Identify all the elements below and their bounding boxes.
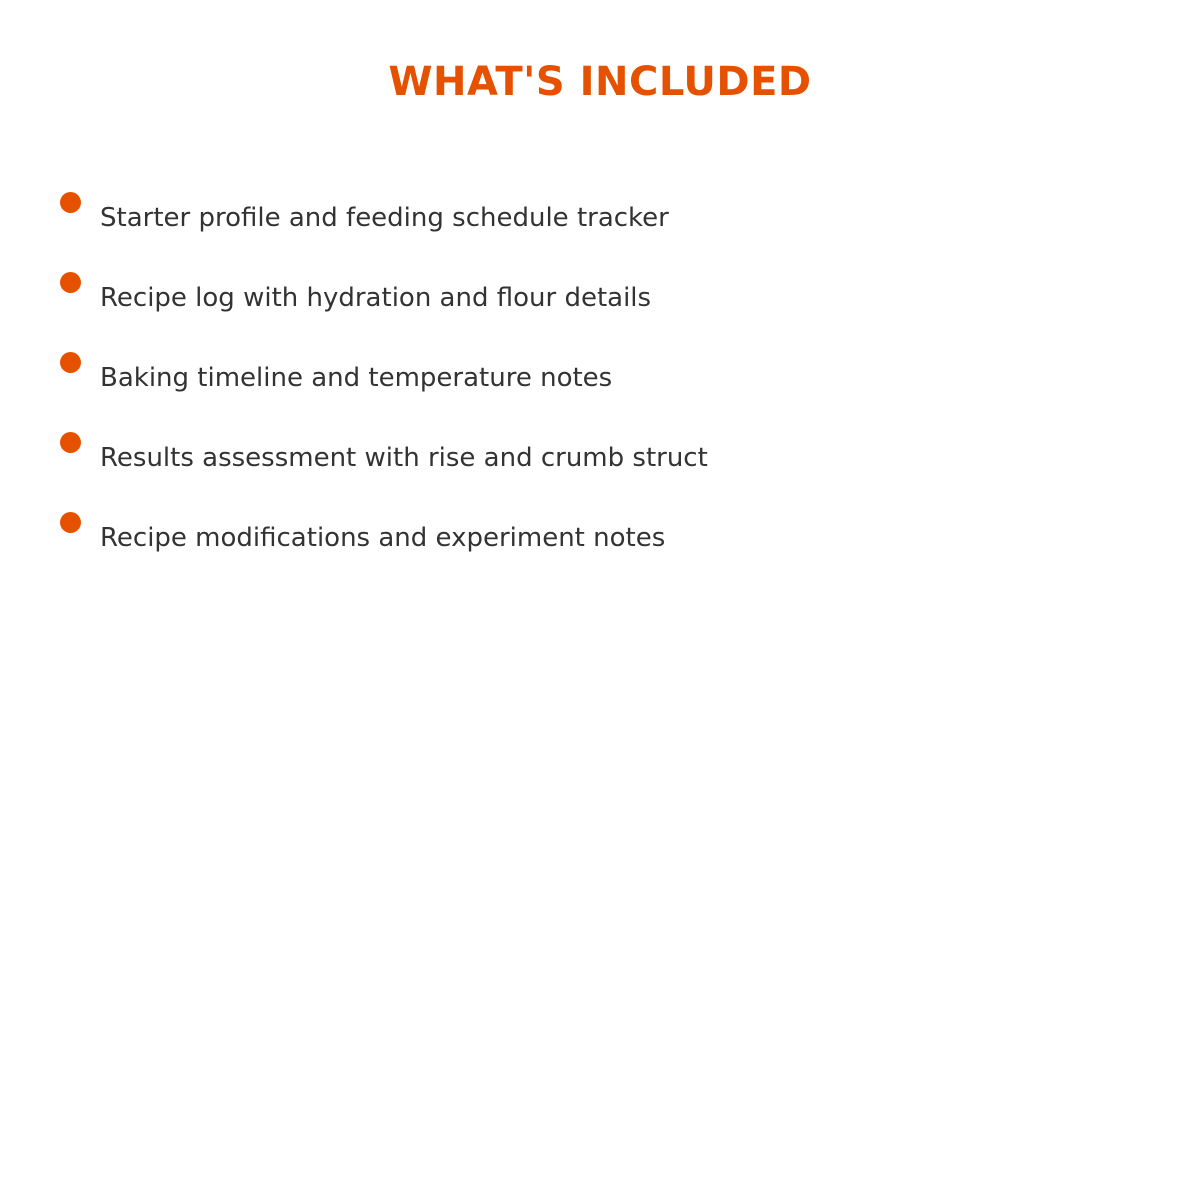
bullet-dot-icon [60,512,81,533]
list-item [0,192,1100,252]
list-item-label: Baking timeline and temperature notes [100,363,613,393]
page-title: WHAT'S INCLUDED [388,59,812,105]
list-item [0,512,1100,572]
list-item-label: Recipe log with hydration and flour details [100,283,652,313]
bullet-dot-icon [60,272,81,293]
bullet-dot-icon [60,192,81,213]
list-item [0,272,1100,332]
list-item-label: Results assessment with rise and crumb struct [100,443,708,473]
bullet-dot-icon [60,352,81,373]
list-item-label: Recipe modifications and experiment notes [100,523,666,553]
list-item [0,432,1100,492]
list-item-label: Starter profile and feeding schedule tracker [100,203,669,233]
list-item [0,352,1100,412]
bullet-dot-icon [60,432,81,453]
